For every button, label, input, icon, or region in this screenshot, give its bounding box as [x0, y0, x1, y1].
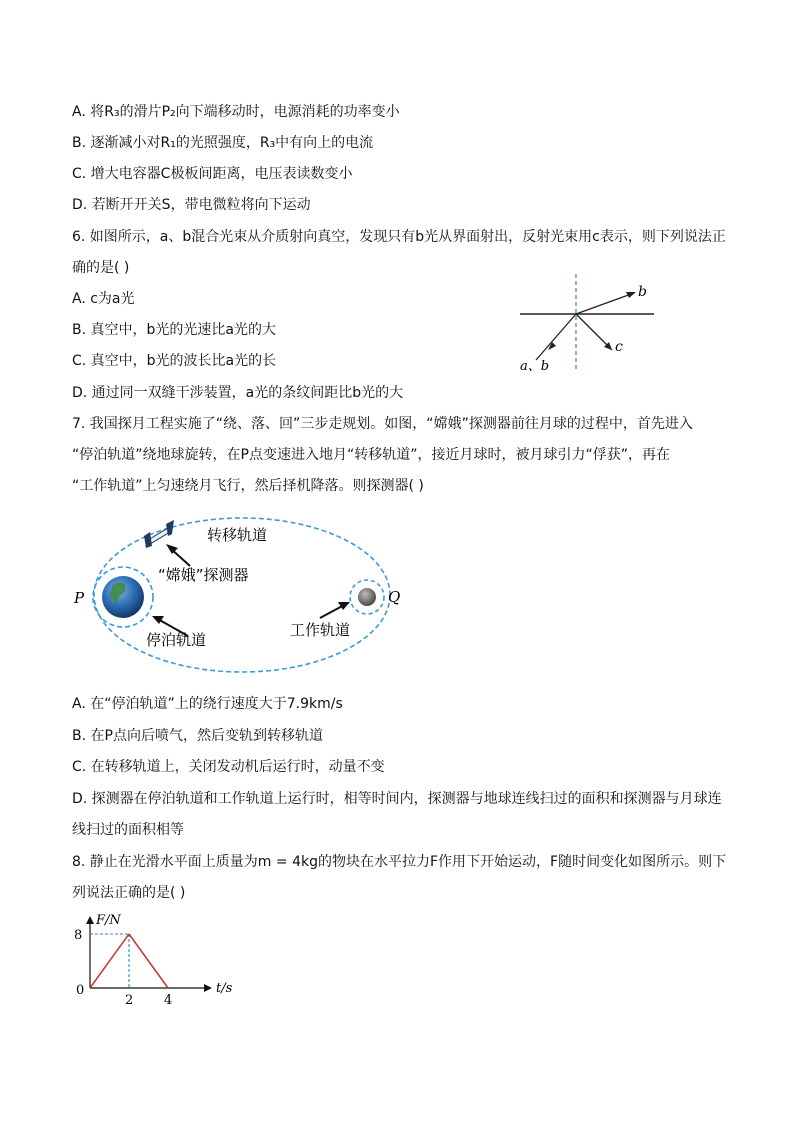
transfer-orbit-label: 转移轨道 — [207, 526, 268, 544]
y-tick-label-8: 8 — [74, 928, 83, 943]
q5-option-a: A. 将R₃的滑片P₂向下端移动时，电源消耗的功率变小 — [72, 104, 400, 120]
q8-stem-line1: 8. 静止在光滑水平面上质量为m = 4kg的物块在水平拉力F作用下开始运动，F随时间变化如图所示。则下 — [72, 854, 727, 870]
label-c: c — [615, 339, 623, 355]
y-axis-label: F/N — [96, 913, 121, 928]
label-ab: a、b — [520, 359, 550, 374]
incident-arrow — [548, 342, 556, 350]
q6-stem-line2: 确的是( ) — [72, 260, 130, 276]
q5-option-c: C. 增大电容器C极板间距离，电压表读数变小 — [72, 166, 353, 182]
earth — [102, 576, 144, 618]
y-axis-arrow — [86, 916, 94, 924]
label-b: b — [638, 284, 647, 300]
working-orbit-label: 工作轨道 — [290, 621, 351, 639]
probe-icon — [144, 520, 174, 548]
parking-pointer-head — [152, 616, 164, 624]
refracted-arrow — [626, 292, 636, 298]
q7-orbit-figure — [70, 508, 410, 678]
x-axis-arrow — [204, 984, 212, 992]
point-P-label: P — [74, 589, 85, 607]
q6-option-d: D. 通过同一双缝干涉装置，a光的条纹间距比b光的大 — [72, 385, 404, 401]
q7-stem-line2: “停泊轨道”绕地球旋转，在P点变速进入地月“转移轨道”，接近月球时，被月球引力“俘获”，再在 — [72, 447, 670, 463]
q7-option-c: C. 在转移轨道上，关闭发动机后运行时，动量不变 — [72, 759, 385, 775]
q8-stem-line2: 列说法正确的是( ) — [72, 885, 186, 901]
x-axis-label: t/s — [216, 981, 233, 996]
q6-option-b: B. 真空中，b光的光速比a光的大 — [72, 322, 276, 338]
origin-label: 0 — [76, 983, 85, 998]
incident-ray — [536, 314, 576, 360]
probe-label: “嫦娥”探测器 — [158, 566, 249, 584]
q6-option-a: A. c为a光 — [72, 291, 135, 307]
q6-stem-line1: 6. 如图所示，a、b混合光束从介质射向真空，发现只有b光从界面射出，反射光束用c表示，则下列说法正 — [72, 229, 726, 245]
q7-stem-line1: 7. 我国探月工程实施了“绕、落、回”三步走规划。如图，“嫦娥”探测器前往月球的过程中，首先进入 — [72, 416, 693, 432]
point-Q-label: Q — [388, 588, 401, 606]
q6-refraction-figure — [510, 270, 670, 380]
q7-stem-line3: “工作轨道”上匀速绕月飞行，然后择机降落。则探测器( ) — [72, 478, 424, 494]
refracted-ray-b — [576, 293, 634, 314]
parking-orbit-label: 停泊轨道 — [146, 631, 207, 649]
x-tick-label-4: 4 — [164, 993, 173, 1008]
q5-option-b: B. 逐渐减小对R₁的光照强度，R₃中有向上的电流 — [72, 135, 374, 151]
q8-force-time-chart — [70, 910, 240, 1010]
q7-option-b: B. 在P点向后喷气，然后变轨到转移轨道 — [72, 728, 323, 744]
q5-option-d: D. 若断开开关S，带电微粒将向下运动 — [72, 197, 311, 213]
q7-option-d-line1: D. 探测器在停泊轨道和工作轨道上运行时，相等时间内，探测器与地球连线扫过的面积和探测器与月球连 — [72, 791, 722, 807]
working-pointer-head — [338, 602, 350, 610]
tick-labels — [74, 928, 172, 1008]
moon — [358, 588, 376, 606]
force-segment-1 — [90, 934, 129, 988]
q7-option-a: A. 在“停泊轨道”上的绕行速度大于7.9km/s — [72, 696, 343, 712]
force-segment-2 — [129, 934, 168, 988]
x-tick-label-2: 2 — [125, 993, 134, 1008]
q7-option-d-line2: 线扫过的面积相等 — [72, 822, 184, 838]
q6-option-c: C. 真空中，b光的波长比a光的长 — [72, 353, 277, 369]
